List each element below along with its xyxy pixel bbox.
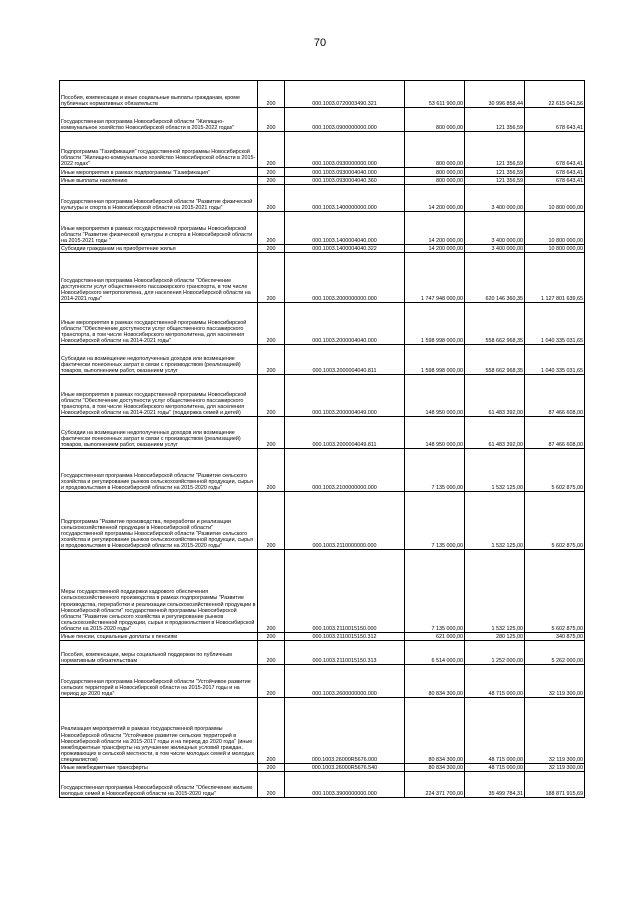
row-classification-code-cell: 000.1003.26000R5676.000: [285, 698, 405, 764]
row-name-cell: Государственная программа Новосибирской области "Обеспечение жильем молодых семей в Новосибирской области на 2015-2020 годы": [60, 772, 258, 798]
row-code-cell: 200: [258, 772, 285, 798]
row-name-cell: Государственная программа Новосибирской области "Развитие сельского хозяйства и регулирование рынков сельскохозяйственной продукции, сырья и продовольствия в Новосибирской области на 2015-2020 годы": [60, 449, 258, 492]
row-remaining-amount-cell: 1 127 801 639,65: [525, 253, 585, 303]
row-code-cell: 200: [258, 212, 285, 245]
row-code-cell: 200: [258, 245, 285, 253]
row-code-cell: 200: [258, 641, 285, 665]
row-executed-amount-cell: 48 715 000,00: [465, 665, 525, 698]
table-row: [60, 633, 585, 641]
row-classification-code-cell: 000.1003.0930004040.360: [285, 177, 405, 185]
row-approved-amount-cell: 148 950 000,00: [405, 417, 465, 449]
row-remaining-amount-cell: 678 643,41: [525, 168, 585, 177]
row-code-cell: 200: [258, 417, 285, 449]
row-executed-amount-cell: 1 532 125,00: [465, 492, 525, 550]
row-executed-amount-cell: 121 356,59: [465, 168, 525, 177]
table-row: [60, 417, 585, 449]
row-classification-code-cell: 000.1003.2000004049.000: [285, 375, 405, 417]
row-executed-amount-cell: 620 146 360,35: [465, 253, 525, 303]
row-code-cell: 200: [258, 550, 285, 633]
row-remaining-amount-cell: 32 119 300,00: [525, 764, 585, 772]
row-classification-code-cell: 000.1003.2000004040.811: [285, 345, 405, 375]
row-remaining-amount-cell: 340 875,00: [525, 633, 585, 641]
row-code-cell: 200: [258, 253, 285, 303]
table-row: [60, 698, 585, 764]
row-approved-amount-cell: 14 200 000,00: [405, 185, 465, 212]
table-row: [60, 375, 585, 417]
row-name-cell: Государственная программа Новосибирской области "Обеспечение доступности услуг общественного пассажирского транспорта, в том числе Новосибирского метрополитена, для населения Новосибирской области на 2014-2021 годы": [60, 253, 258, 303]
row-approved-amount-cell: 80 834 300,00: [405, 665, 465, 698]
table-row: [60, 108, 585, 132]
row-remaining-amount-cell: 10 800 000,00: [525, 212, 585, 245]
row-approved-amount-cell: 224 371 700,00: [405, 772, 465, 798]
row-remaining-amount-cell: 1 040 335 031,65: [525, 345, 585, 375]
row-name-cell: Иные пенсии, социальные доплаты к пенсиям: [60, 633, 258, 641]
row-code-cell: 200: [258, 665, 285, 698]
row-classification-code-cell: 000.1003.2110015150.000: [285, 550, 405, 633]
row-approved-amount-cell: 7 135 000,00: [405, 550, 465, 633]
row-approved-amount-cell: 80 834 300,00: [405, 764, 465, 772]
row-code-cell: 200: [258, 698, 285, 764]
row-executed-amount-cell: 121 356,59: [465, 177, 525, 185]
row-executed-amount-cell: 48 715 000,00: [465, 764, 525, 772]
row-remaining-amount-cell: 678 643,41: [525, 177, 585, 185]
row-code-cell: 200: [258, 185, 285, 212]
row-remaining-amount-cell: 678 643,41: [525, 132, 585, 168]
row-remaining-amount-cell: 5 602 875,00: [525, 449, 585, 492]
row-code-cell: 200: [258, 764, 285, 772]
row-name-cell: Иные мероприятия в рамках государственной программы Новосибирской области "Развитие физической культуры и спорта в Новосибирской области на 2015-2021 годы ": [60, 212, 258, 245]
row-code-cell: 200: [258, 345, 285, 375]
row-remaining-amount-cell: 678 643,41: [525, 108, 585, 132]
table-row: [60, 345, 585, 375]
row-name-cell: Иные мероприятия в рамках государственной программы Новосибирской области "Обеспечение доступности услуг общественного пассажирского транспорта, в том числе Новосибирского метрополитена, для населения Новосибирской области на 2014-2021 годы" (поддержка семей и детей): [60, 375, 258, 417]
row-approved-amount-cell: 148 950 000,00: [405, 375, 465, 417]
table-row: [60, 449, 585, 492]
row-code-cell: 200: [258, 375, 285, 417]
table-row: [60, 665, 585, 698]
row-classification-code-cell: 000.1003.2100000000.000: [285, 449, 405, 492]
row-executed-amount-cell: 1 532 125,00: [465, 449, 525, 492]
row-remaining-amount-cell: 87 466 608,00: [525, 375, 585, 417]
table-row: [60, 550, 585, 633]
row-executed-amount-cell: 35 499 784,31: [465, 772, 525, 798]
table-row: [60, 212, 585, 245]
table-row: [60, 177, 585, 185]
budget-table: [59, 80, 585, 798]
row-remaining-amount-cell: 5 262 000,00: [525, 641, 585, 665]
budget-table-body: [60, 81, 585, 798]
row-remaining-amount-cell: 32 119 300,00: [525, 698, 585, 764]
row-executed-amount-cell: 61 483 392,00: [465, 417, 525, 449]
row-executed-amount-cell: 3 400 000,00: [465, 245, 525, 253]
row-classification-code-cell: 000.1003.26000R5676.540: [285, 764, 405, 772]
row-code-cell: 200: [258, 108, 285, 132]
table-row: [60, 303, 585, 345]
row-approved-amount-cell: 800 000,00: [405, 168, 465, 177]
row-classification-code-cell: 000.1003.2110015150.312: [285, 633, 405, 641]
row-approved-amount-cell: 14 200 000,00: [405, 212, 465, 245]
table-row: [60, 772, 585, 798]
row-executed-amount-cell: 558 662 968,35: [465, 303, 525, 345]
row-remaining-amount-cell: 10 800 000,00: [525, 185, 585, 212]
row-name-cell: Подпрограмма "Газификация" государственной программы Новосибирской области "Жилищно-коммунальное хозяйство Новосибирской области в 2015-2022 годах": [60, 132, 258, 168]
table-row: [60, 641, 585, 665]
table-row: [60, 132, 585, 168]
row-name-cell: Иные межбюджетные трансферты: [60, 764, 258, 772]
row-approved-amount-cell: 7 135 000,00: [405, 492, 465, 550]
row-approved-amount-cell: 1 598 998 000,00: [405, 345, 465, 375]
row-approved-amount-cell: 14 200 000,00: [405, 245, 465, 253]
row-name-cell: Реализация мероприятий в рамках государственной программы Новосибирской области "Устойчивое развитие сельских территорий в Новосибирской области на 2015-2017 годы и на период до 2020 года" (иные межбюджетные трансферты на улучшение жилищных условий граждан, проживающих в сельской местности, в том числе молодых семей и молодых специалистов): [60, 698, 258, 764]
row-name-cell: Государственная программа Новосибирской области "Жилищно-коммунальное хозяйство Новосибирской области в 2015-2022 годах": [60, 108, 258, 132]
row-approved-amount-cell: 7 135 000,00: [405, 449, 465, 492]
row-classification-code-cell: 000.1003.2110000000.000: [285, 492, 405, 550]
row-remaining-amount-cell: 1 040 335 031,65: [525, 303, 585, 345]
row-remaining-amount-cell: 87 466 608,00: [525, 417, 585, 449]
row-executed-amount-cell: 48 715 000,00: [465, 698, 525, 764]
row-name-cell: Субсидии гражданам на приобретение жилья: [60, 245, 258, 253]
row-executed-amount-cell: 1 252 000,00: [465, 641, 525, 665]
row-classification-code-cell: 000.1003.1400004040.322: [285, 245, 405, 253]
row-code-cell: 200: [258, 177, 285, 185]
row-approved-amount-cell: 80 834 300,00: [405, 698, 465, 764]
row-classification-code-cell: 000.1003.0930000000.000: [285, 132, 405, 168]
row-remaining-amount-cell: 5 602 875,00: [525, 550, 585, 633]
row-approved-amount-cell: 621 000,00: [405, 633, 465, 641]
row-executed-amount-cell: 558 662 968,35: [465, 345, 525, 375]
row-approved-amount-cell: 53 611 900,00: [405, 81, 465, 108]
table-row: [60, 492, 585, 550]
row-classification-code-cell: 000.1003.2600000000.000: [285, 665, 405, 698]
row-classification-code-cell: 000.1003.1400000000.000: [285, 185, 405, 212]
row-code-cell: 200: [258, 303, 285, 345]
row-executed-amount-cell: 61 483 392,00: [465, 375, 525, 417]
row-remaining-amount-cell: 32 119 300,00: [525, 665, 585, 698]
row-code-cell: 200: [258, 168, 285, 177]
table-row: [60, 764, 585, 772]
row-remaining-amount-cell: 188 871 915,69: [525, 772, 585, 798]
row-approved-amount-cell: 800 000,00: [405, 108, 465, 132]
row-name-cell: Субсидии на возмещение недополученных доходов или возмещение фактически понесенных затрат в связи с производством (реализацией) товаров, выполнением работ, оказанием услуг: [60, 345, 258, 375]
row-classification-code-cell: 000.1003.0930004040.000: [285, 168, 405, 177]
row-executed-amount-cell: 121 356,59: [465, 108, 525, 132]
row-name-cell: Иные выплаты населению: [60, 177, 258, 185]
row-code-cell: 200: [258, 633, 285, 641]
row-executed-amount-cell: 1 532 125,00: [465, 550, 525, 633]
table-row: [60, 168, 585, 177]
row-executed-amount-cell: 3 400 000,00: [465, 185, 525, 212]
row-name-cell: Меры государственной поддержки кадрового обеспечения сельскохозяйственного производства в рамках подпрограммы "Развитие производства, переработки и реализации сельскохозяйственной продукции в Новосибирской области" государственной программы Новосибирской области "Развитие сельского хозяйства и регулирование рынков сельскохозяйственной продукции, сырья и продовольствия в Новосибирской области на 2015-2020 годы": [60, 550, 258, 633]
row-approved-amount-cell: 800 000,00: [405, 132, 465, 168]
row-remaining-amount-cell: 10 800 000,00: [525, 245, 585, 253]
row-classification-code-cell: 000.1003.0900000000.000: [285, 108, 405, 132]
row-approved-amount-cell: 1 598 998 000,00: [405, 303, 465, 345]
page-number: 70: [313, 37, 327, 49]
row-name-cell: Пособия, компенсации, меры социальной поддержки по публичным нормативным обязательствам: [60, 641, 258, 665]
row-executed-amount-cell: 280 125,00: [465, 633, 525, 641]
row-classification-code-cell: 000.1003.0720003490.321: [285, 81, 405, 108]
row-code-cell: 200: [258, 492, 285, 550]
row-approved-amount-cell: 6 514 000,00: [405, 641, 465, 665]
row-approved-amount-cell: 800 000,00: [405, 177, 465, 185]
row-classification-code-cell: 000.1003.2000004049.811: [285, 417, 405, 449]
row-classification-code-cell: 000.1003.1400004040.000: [285, 212, 405, 245]
table-row: [60, 253, 585, 303]
row-name-cell: Иные мероприятия в рамках государственной программы Новосибирской области "Обеспечение доступности услуг общественного пассажирского транспорта, в том числе Новосибирского метрополитена, для населения Новосибирской области на 2014-2021 годы": [60, 303, 258, 345]
row-classification-code-cell: 000.1003.2000000000.000: [285, 253, 405, 303]
row-name-cell: Государственная программа Новосибирской области "Развитие физической культуры и спорта в Новосибирской области на 2015-2021 годы": [60, 185, 258, 212]
table-row: [60, 245, 585, 253]
row-name-cell: Государственная программа Новосибирской области "Устойчивое развитие сельских территорий в Новосибирской области на 2015-2017 годы и на период до 2020 года": [60, 665, 258, 698]
table-row: [60, 185, 585, 212]
row-code-cell: 200: [258, 81, 285, 108]
row-code-cell: 200: [258, 449, 285, 492]
row-executed-amount-cell: 121 356,59: [465, 132, 525, 168]
row-executed-amount-cell: 3 400 000,00: [465, 212, 525, 245]
row-name-cell: Субсидии на возмещение недополученных доходов или возмещение фактически понесенных затрат в связи с производством (реализацией) товаров, выполнением работ, оказанием услуг: [60, 417, 258, 449]
row-classification-code-cell: 000.1003.2000004040.000: [285, 303, 405, 345]
table-row: [60, 81, 585, 108]
row-classification-code-cell: 000.1003.2110015150.313: [285, 641, 405, 665]
row-code-cell: 200: [258, 132, 285, 168]
row-executed-amount-cell: 30 996 858,44: [465, 81, 525, 108]
row-classification-code-cell: 000.1003.3900000000.000: [285, 772, 405, 798]
row-remaining-amount-cell: 22 615 041,56: [525, 81, 585, 108]
row-name-cell: Пособия, компенсации и иные социальные выплаты гражданам, кроме публичных нормативных обязательств: [60, 81, 258, 108]
row-approved-amount-cell: 1 747 948 000,00: [405, 253, 465, 303]
row-name-cell: Иные мероприятия в рамках подпрограммы "Газификация": [60, 168, 258, 177]
row-name-cell: Подпрограмма "Развитие производства, переработки и реализации сельскохозяйственной продукции в Новосибирской области" государственной программы Новосибирской области "Развитие сельского хозяйства и регулирование рынков сельскохозяйственной продукции, сырья и продовольствия в Новосибирской области на 2015-2020 годы": [60, 492, 258, 550]
row-remaining-amount-cell: 5 602 875,00: [525, 492, 585, 550]
